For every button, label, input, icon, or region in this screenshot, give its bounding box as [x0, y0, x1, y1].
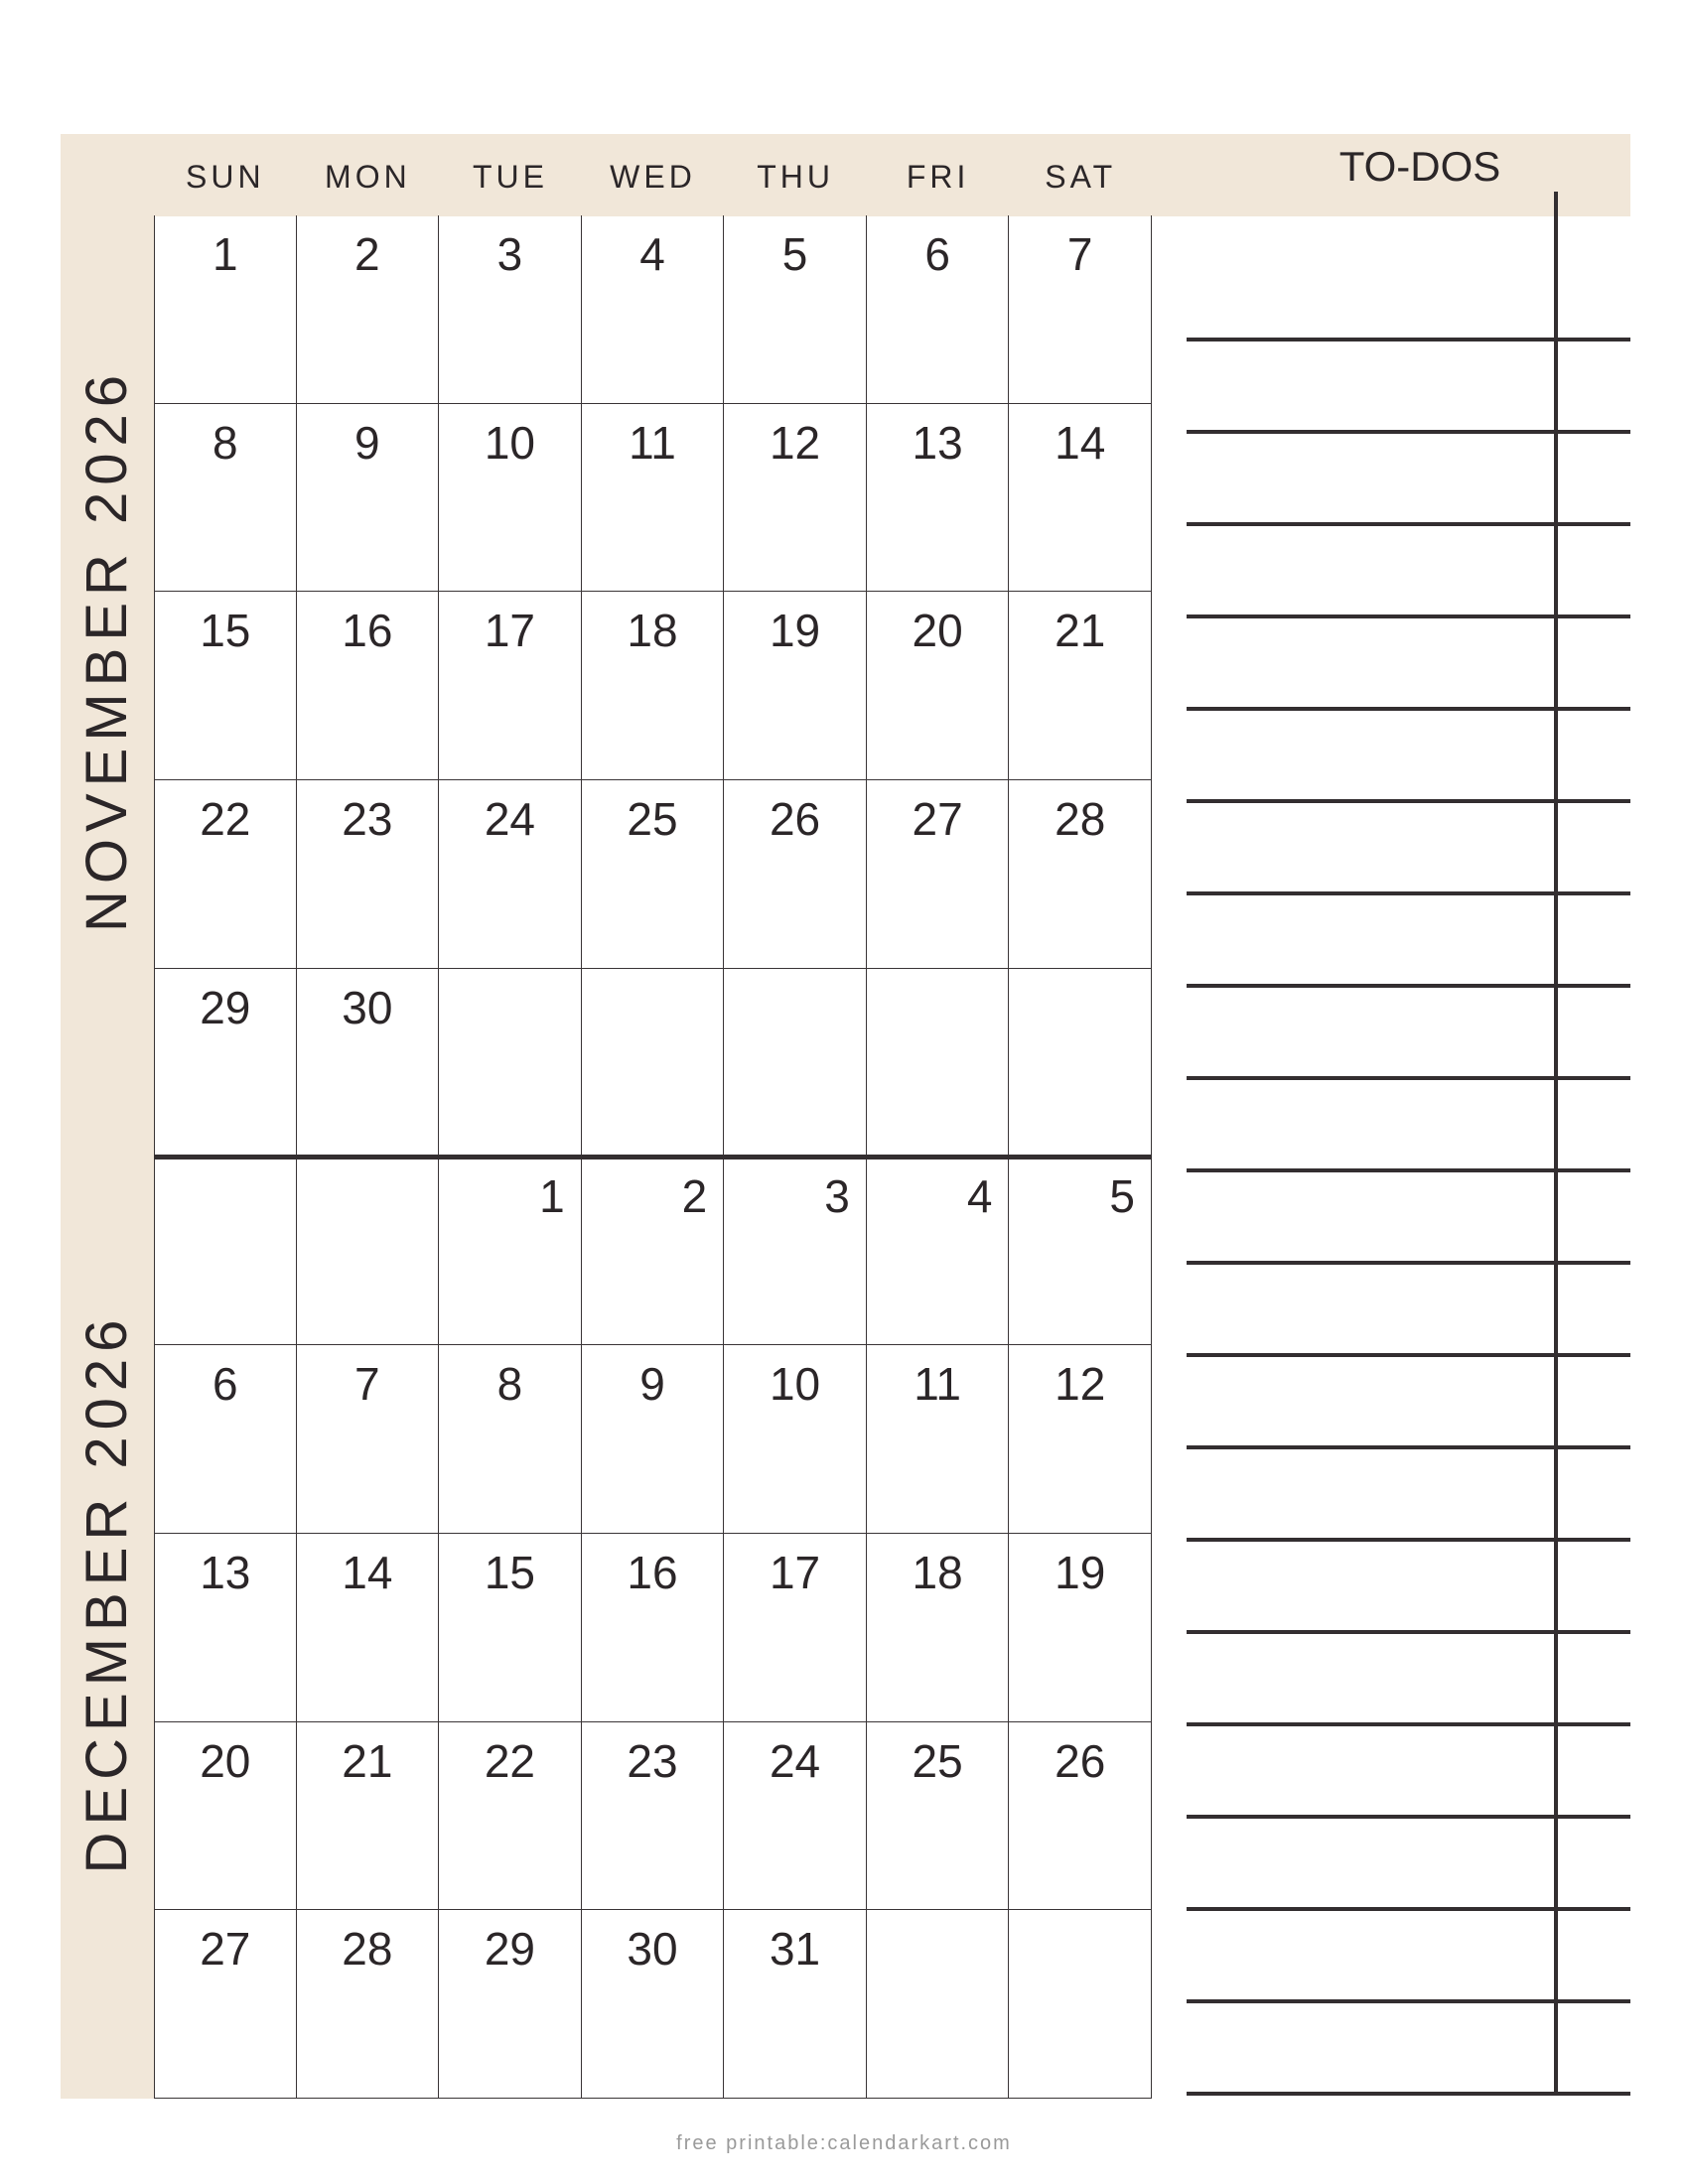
day-number: 14	[342, 1546, 393, 1598]
day-number: 5	[1109, 1169, 1135, 1222]
todo-line[interactable]	[1187, 1261, 1630, 1265]
todo-line[interactable]	[1187, 522, 1630, 526]
day-number: 8	[211, 416, 238, 469]
day-number: 24	[484, 793, 535, 846]
day-number: 31	[769, 1923, 821, 1976]
day-cell[interactable]	[297, 404, 440, 593]
day-number: 23	[627, 1734, 678, 1787]
day-cell[interactable]	[154, 1158, 297, 1346]
footer-credit: free printable:calendarkart.com	[676, 2132, 1012, 2154]
day-cell[interactable]	[867, 1158, 1010, 1346]
day-cell[interactable]	[867, 1534, 1010, 1722]
day-number: 7	[1066, 228, 1093, 280]
weekday-mon: MON	[325, 159, 411, 195]
day-number: 1	[539, 1169, 565, 1222]
todo-line[interactable]	[1187, 2092, 1630, 2096]
day-cell[interactable]	[297, 1910, 440, 2099]
day-cell[interactable]	[1009, 1910, 1152, 2099]
day-number: 4	[639, 228, 665, 280]
day-number: 16	[342, 605, 393, 657]
day-cell[interactable]	[439, 1910, 582, 2099]
day-number: 20	[912, 605, 963, 657]
day-number: 22	[200, 793, 251, 846]
day-number: 21	[342, 1734, 393, 1787]
day-cell[interactable]	[439, 1722, 582, 1911]
day-cell[interactable]	[1009, 1345, 1152, 1534]
day-cell[interactable]	[1009, 969, 1152, 1158]
day-cell[interactable]	[439, 215, 582, 404]
day-number: 11	[914, 1358, 961, 1411]
day-number: 10	[769, 1358, 821, 1411]
day-cell[interactable]	[439, 1345, 582, 1534]
todo-line[interactable]	[1187, 707, 1630, 711]
todo-line[interactable]	[1187, 1722, 1630, 1726]
day-cell[interactable]	[154, 1534, 297, 1722]
todo-line[interactable]	[1187, 1076, 1630, 1080]
day-number: 3	[824, 1169, 850, 1222]
day-number: 30	[627, 1923, 678, 1976]
weekday-wed: WED	[610, 159, 696, 195]
weekday-sun: SUN	[186, 159, 265, 195]
day-number: 27	[200, 1923, 251, 1976]
day-number: 6	[211, 1358, 238, 1411]
day-number: 25	[627, 793, 678, 846]
weekday-thu: THU	[757, 159, 834, 195]
todos-title: TO-DOS	[1338, 143, 1501, 190]
day-cell[interactable]	[724, 1534, 867, 1722]
day-cell[interactable]	[439, 1534, 582, 1722]
todo-line[interactable]	[1187, 1538, 1630, 1542]
todo-line[interactable]	[1187, 1353, 1630, 1357]
day-cell[interactable]	[867, 1345, 1010, 1534]
day-number: 9	[639, 1358, 665, 1411]
day-number: 7	[354, 1358, 380, 1411]
day-number: 20	[200, 1734, 251, 1787]
todo-line[interactable]	[1187, 1445, 1630, 1449]
day-cell[interactable]	[297, 215, 440, 404]
day-number: 6	[924, 228, 950, 280]
day-cell[interactable]	[1009, 404, 1152, 593]
day-cell[interactable]	[297, 592, 440, 780]
day-cell[interactable]	[582, 592, 725, 780]
day-number: 21	[1055, 605, 1106, 657]
day-number: 2	[681, 1169, 708, 1222]
day-cell[interactable]	[154, 780, 297, 969]
day-cell[interactable]	[154, 404, 297, 593]
day-cell[interactable]	[154, 1722, 297, 1911]
day-number: 16	[627, 1546, 678, 1598]
todo-line[interactable]	[1187, 1168, 1630, 1172]
day-cell[interactable]	[154, 592, 297, 780]
day-cell[interactable]	[724, 780, 867, 969]
day-cell[interactable]	[867, 1910, 1010, 2099]
day-cell[interactable]	[867, 780, 1010, 969]
day-number: 24	[769, 1734, 821, 1787]
day-cell[interactable]	[439, 1158, 582, 1346]
day-number: 18	[912, 1546, 963, 1598]
month-divider	[154, 1155, 1152, 1160]
day-number: 1	[211, 228, 238, 280]
todo-line[interactable]	[1187, 430, 1630, 434]
day-number: 4	[966, 1169, 993, 1222]
day-cell[interactable]	[297, 1158, 440, 1346]
day-cell[interactable]	[582, 1722, 725, 1911]
day-cell[interactable]	[1009, 592, 1152, 780]
day-cell[interactable]	[154, 969, 297, 1158]
day-cell[interactable]	[867, 215, 1010, 404]
day-cell[interactable]	[582, 969, 725, 1158]
day-number: 11	[629, 416, 676, 469]
day-number: 12	[769, 416, 821, 469]
day-cell[interactable]	[439, 592, 582, 780]
day-number: 5	[781, 228, 808, 280]
day-number: 28	[1055, 793, 1106, 846]
day-number: 19	[1055, 1546, 1106, 1598]
day-number: 8	[496, 1358, 523, 1411]
day-cell[interactable]	[1009, 780, 1152, 969]
day-cell[interactable]	[439, 780, 582, 969]
day-cell[interactable]	[724, 1910, 867, 2099]
day-cell[interactable]	[724, 1158, 867, 1346]
day-number: 13	[200, 1546, 251, 1598]
day-cell[interactable]	[867, 592, 1010, 780]
day-cell[interactable]	[724, 1345, 867, 1534]
day-number: 23	[342, 793, 393, 846]
day-number: 15	[484, 1546, 535, 1598]
day-cell[interactable]	[1009, 1534, 1152, 1722]
day-cell[interactable]	[582, 215, 725, 404]
day-number: 27	[912, 793, 963, 846]
day-number: 17	[484, 605, 535, 657]
day-number: 29	[200, 981, 251, 1033]
day-cell[interactable]	[297, 1534, 440, 1722]
day-number: 15	[200, 605, 251, 657]
day-cell[interactable]	[154, 215, 297, 404]
weekday-fri: FRI	[906, 159, 970, 195]
weekday-tue: TUE	[472, 159, 548, 195]
day-cell[interactable]	[297, 1345, 440, 1534]
day-number: 17	[769, 1546, 821, 1598]
day-cell[interactable]	[724, 592, 867, 780]
day-number: 3	[496, 228, 523, 280]
day-cell[interactable]	[297, 780, 440, 969]
day-cell[interactable]	[724, 969, 867, 1158]
month-label-december: DECEMBER 2026	[74, 1312, 139, 1874]
day-cell[interactable]	[297, 1722, 440, 1911]
day-number: 26	[769, 793, 821, 846]
day-cell[interactable]	[582, 780, 725, 969]
day-cell[interactable]	[724, 404, 867, 593]
day-number: 26	[1055, 1734, 1106, 1787]
day-cell[interactable]	[724, 1722, 867, 1911]
day-number: 14	[1055, 416, 1106, 469]
day-number: 13	[912, 416, 963, 469]
day-cell[interactable]	[439, 404, 582, 593]
day-number: 28	[342, 1923, 393, 1976]
weekday-sat: SAT	[1045, 159, 1117, 195]
todo-line[interactable]	[1187, 1999, 1630, 2003]
day-cell[interactable]	[154, 1345, 297, 1534]
day-cell[interactable]	[582, 1345, 725, 1534]
day-number: 12	[1055, 1358, 1106, 1411]
day-cell[interactable]	[1009, 215, 1152, 404]
month-label-november: NOVEMBER 2026	[74, 367, 139, 933]
todo-line[interactable]	[1187, 799, 1630, 803]
day-cell[interactable]	[582, 404, 725, 593]
todo-line[interactable]	[1187, 338, 1630, 341]
todo-line[interactable]	[1187, 984, 1630, 988]
day-number: 10	[484, 416, 535, 469]
day-number: 25	[912, 1734, 963, 1787]
day-cell[interactable]	[582, 1910, 725, 2099]
day-number: 22	[484, 1734, 535, 1787]
day-cell[interactable]	[582, 1534, 725, 1722]
day-cell[interactable]	[582, 1158, 725, 1346]
todo-line[interactable]	[1187, 614, 1630, 618]
todo-line[interactable]	[1187, 891, 1630, 895]
day-number: 30	[342, 981, 393, 1033]
day-number: 18	[627, 605, 678, 657]
day-cell[interactable]	[297, 969, 440, 1158]
day-number: 19	[769, 605, 821, 657]
todo-line[interactable]	[1187, 1907, 1630, 1911]
day-cell[interactable]	[154, 1910, 297, 2099]
day-cell[interactable]	[724, 215, 867, 404]
day-cell[interactable]	[867, 969, 1010, 1158]
day-cell[interactable]	[867, 404, 1010, 593]
day-number: 29	[484, 1923, 535, 1976]
day-cell[interactable]	[1009, 1158, 1152, 1346]
day-number: 9	[354, 416, 380, 469]
day-cell[interactable]	[1009, 1722, 1152, 1911]
day-cell[interactable]	[867, 1722, 1010, 1911]
day-cell[interactable]	[439, 969, 582, 1158]
todo-checkbox-column-line	[1554, 192, 1558, 2096]
day-number: 2	[354, 228, 380, 280]
todo-line[interactable]	[1187, 1815, 1630, 1819]
todo-line[interactable]	[1187, 1630, 1630, 1634]
